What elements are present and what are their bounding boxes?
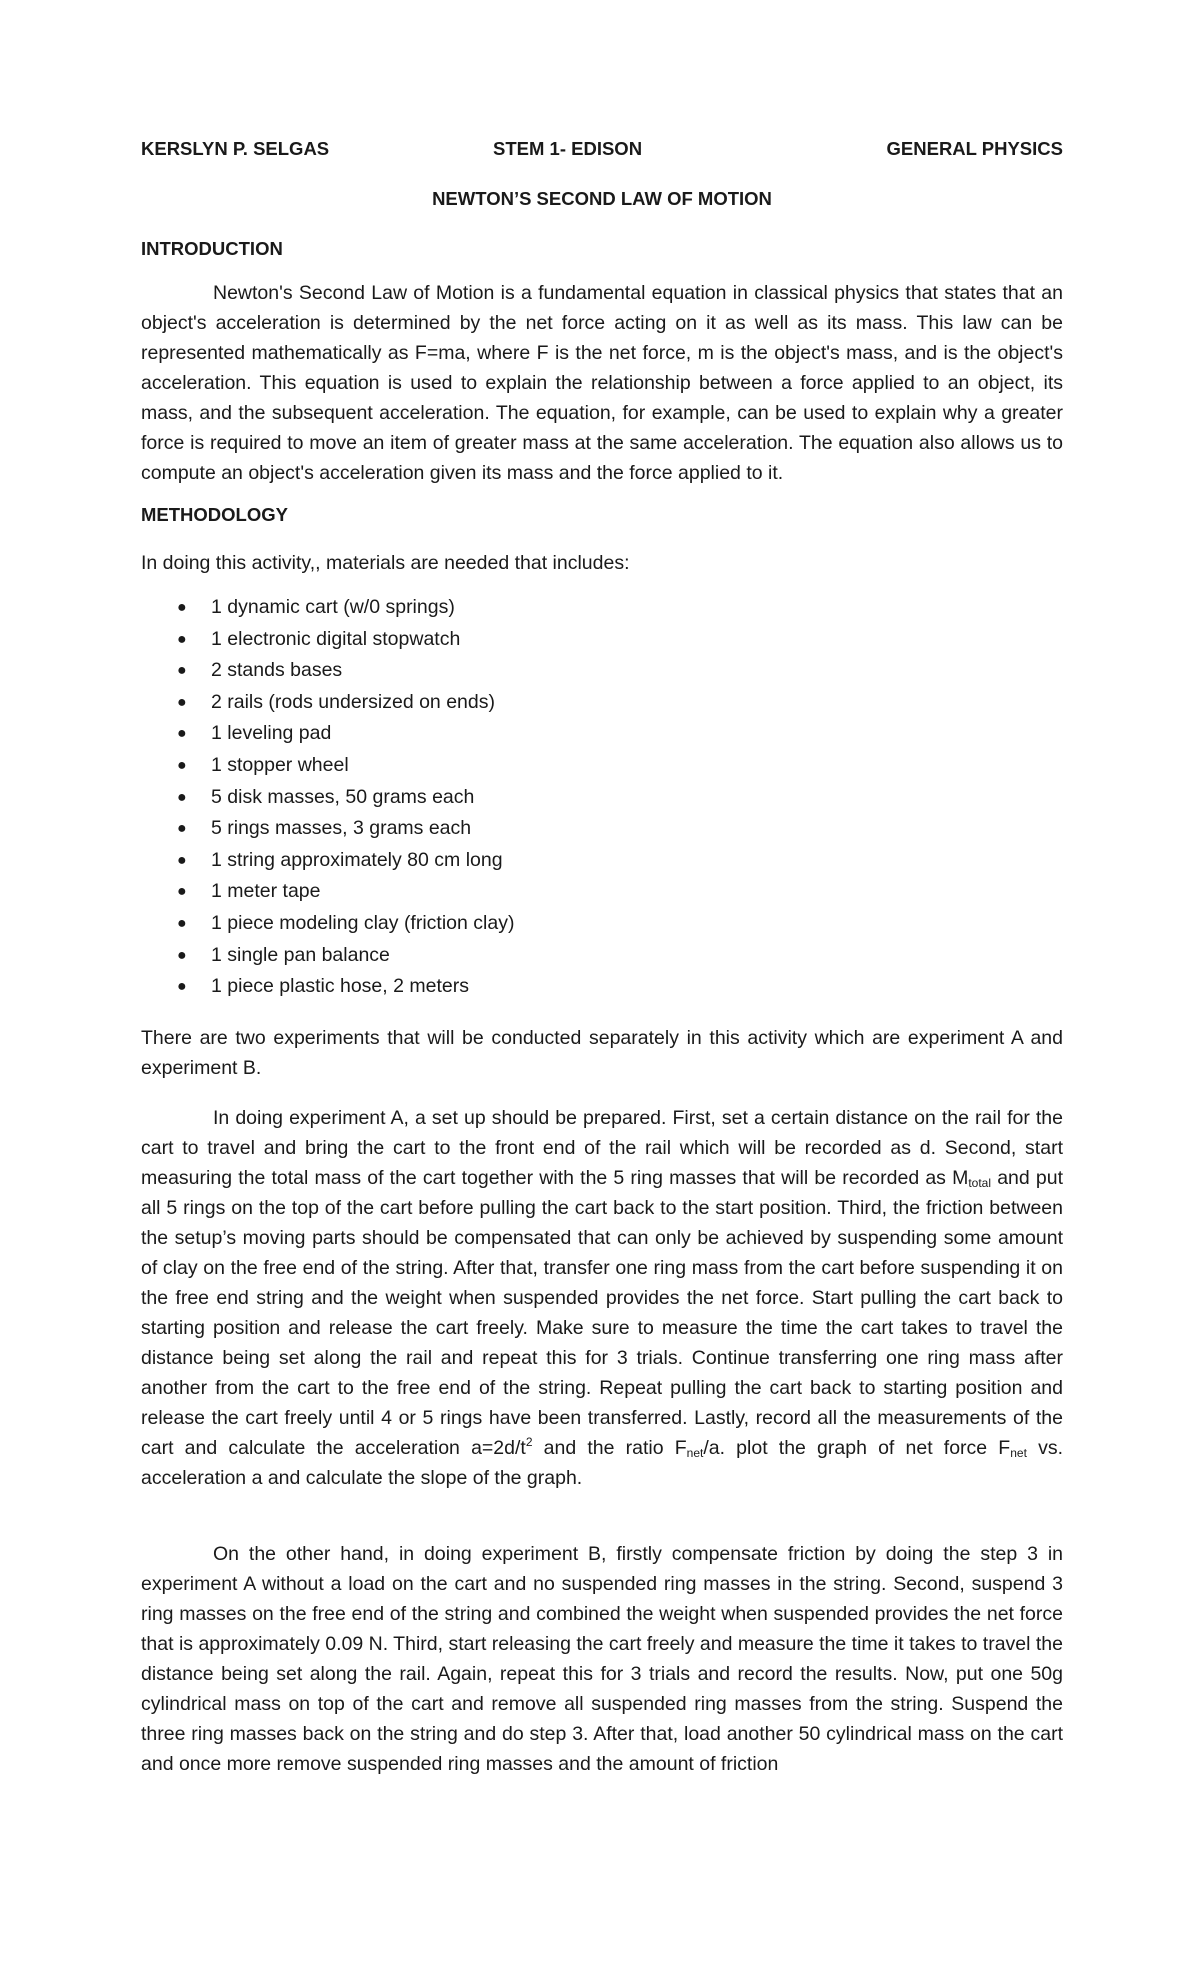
experiment-a-paragraph — [141, 1103, 1063, 1493]
subject-name: GENERAL PHYSICS — [886, 138, 1063, 159]
bullet-icon: ● — [177, 756, 187, 774]
author-name: KERSLYN P. SELGAS — [141, 138, 330, 159]
material-item — [177, 718, 1063, 750]
document-title: NEWTON’S SECOND LAW OF MOTION — [432, 188, 772, 209]
material-item-label: 2 stands bases — [211, 659, 343, 682]
material-item-label: 1 single pan balance — [211, 943, 390, 966]
bullet-icon: ● — [177, 914, 187, 932]
material-item-label: 1 leveling pad — [211, 722, 332, 745]
bullet-icon: ● — [177, 946, 187, 964]
material-item — [177, 845, 1063, 877]
bullet-icon: ● — [177, 630, 187, 648]
bullet-icon: ● — [177, 978, 187, 996]
experiment-a-text-3: and the ratio F — [532, 1436, 687, 1459]
material-item-label: 5 rings masses, 3 grams each — [211, 817, 472, 840]
introduction-paragraph: Newton's Second Law of Motion is a fundamental equation in classical physics that states that an object's acceleration is determined by the net force acting on it as well as its mass. This law can be represented mathematically as F=ma, where F is the net force, m is the object's mass, and is the object's acceleration. This equation is used to explain the relationship between a force applied to an object, its mass, and the subsequent acceleration. The equation, for example, can be used to explain why a greater force is required to move an item of greater mass at the same acceleration. The equation also allows us to compute an object's acceleration given its mass and the force applied to it. — [141, 282, 1063, 484]
document-header — [141, 138, 1063, 172]
bullet-icon: ● — [177, 662, 187, 680]
class-section: STEM 1- EDISON — [493, 138, 643, 159]
material-item — [177, 624, 1063, 656]
subscript-net-1: net — [686, 1445, 704, 1460]
material-item — [177, 592, 1063, 624]
material-item — [177, 687, 1063, 719]
introduction-heading: INTRODUCTION — [141, 238, 283, 259]
material-item — [177, 782, 1063, 814]
material-item — [177, 940, 1063, 972]
materials-list — [141, 592, 1063, 1003]
bullet-icon: ● — [177, 851, 187, 869]
bullet-icon: ● — [177, 788, 187, 806]
superscript-2: 2 — [525, 1434, 533, 1449]
materials-intro: In doing this activity,, materials are needed that includes: — [141, 552, 630, 574]
material-item-label: 1 meter tape — [211, 880, 321, 903]
experiment-a-text-4: /a. plot the graph of net force F — [703, 1436, 1011, 1459]
two-experiments-paragraph: There are two experiments that will be conducted separately in this activity which are experiment A and experiment B. — [141, 1026, 1063, 1079]
subscript-total: total — [968, 1175, 992, 1190]
methodology-heading: METHODOLOGY — [141, 504, 288, 525]
material-item-label: 1 stopper wheel — [211, 753, 349, 776]
material-item-label: 1 piece plastic hose, 2 meters — [211, 975, 469, 998]
material-item-label: 1 electronic digital stopwatch — [211, 627, 461, 650]
material-item-label: 1 string approximately 80 cm long — [211, 848, 503, 871]
material-item — [177, 908, 1063, 940]
experiment-b-paragraph: On the other hand, in doing experiment B, firstly compensate friction by doing the step 3 in experiment A without a load on the cart and no suspended ring masses in the string. Second, suspend 3 ring masses on the free end of the string and combined the weight when suspended provides the net force that is approximately 0.09 N. Third, start releasing the cart freely and measure the time it takes to travel the distance being set along the rail. Again, repeat this for 3 trials and record the results. Now, put one 50g cylindrical mass on top of the cart and remove all suspended ring masses from the string. Suspend the three ring masses back on the string and do step 3. After that, load another 50 cylindrical mass on the cart and once more remove suspended ring masses and the amount of friction — [141, 1542, 1063, 1775]
material-item — [177, 813, 1063, 845]
bullet-icon: ● — [177, 599, 187, 616]
material-item — [177, 750, 1063, 782]
bullet-icon: ● — [177, 725, 187, 743]
material-item-label: 2 rails (rods undersized on ends) — [211, 690, 495, 713]
page-content — [141, 138, 1063, 1779]
material-item — [177, 655, 1063, 687]
material-item-label: 1 piece modeling clay (friction clay) — [211, 911, 515, 934]
material-item-label: 5 disk masses, 50 grams each — [211, 785, 475, 808]
subscript-net-2: net — [1010, 1445, 1027, 1460]
material-item-label: 1 dynamic cart (w/0 springs) — [211, 596, 455, 618]
bullet-icon: ● — [177, 820, 187, 838]
bullet-icon: ● — [177, 693, 187, 711]
experiment-a-text-2: and put all 5 rings on the top of the cart before pulling the cart back to the start position. Third, the friction between the setup’s moving parts should be compensated that can only be achieved by suspending some amount of clay on the free end of the string. After that, transfer one ring mass from the cart before suspending it on the free end string and the weight when suspended provides the net force. Start pulling the cart back to starting position and release the cart freely. Make sure to measure the time the cart takes to travel the distance being set along the rail and repeat this for 3 trials. Continue transferring one ring mass after another from the cart to the free end of the string. Repeat pulling the cart back to starting position and release the cart freely until 4 or 5 rings have been transferred. Lastly, record all the measurements of the cart and calculate the acceleration a=2d/t — [141, 1166, 1063, 1459]
experiment-a-text-1: In doing experiment A, a set up should be prepared. First, set a certain distance on the rail for the cart to travel and bring the cart to the front end of the rail which will be recorded as d. Second, start measuring the total mass of the cart together with the 5 ring masses that will be recorded as M — [141, 1106, 1063, 1189]
experiment-a-text-5: vs. acceleration a and calculate the slope of the graph. — [141, 1436, 1063, 1489]
material-item — [177, 971, 1063, 1003]
bullet-icon: ● — [177, 883, 187, 901]
material-item — [177, 876, 1063, 908]
